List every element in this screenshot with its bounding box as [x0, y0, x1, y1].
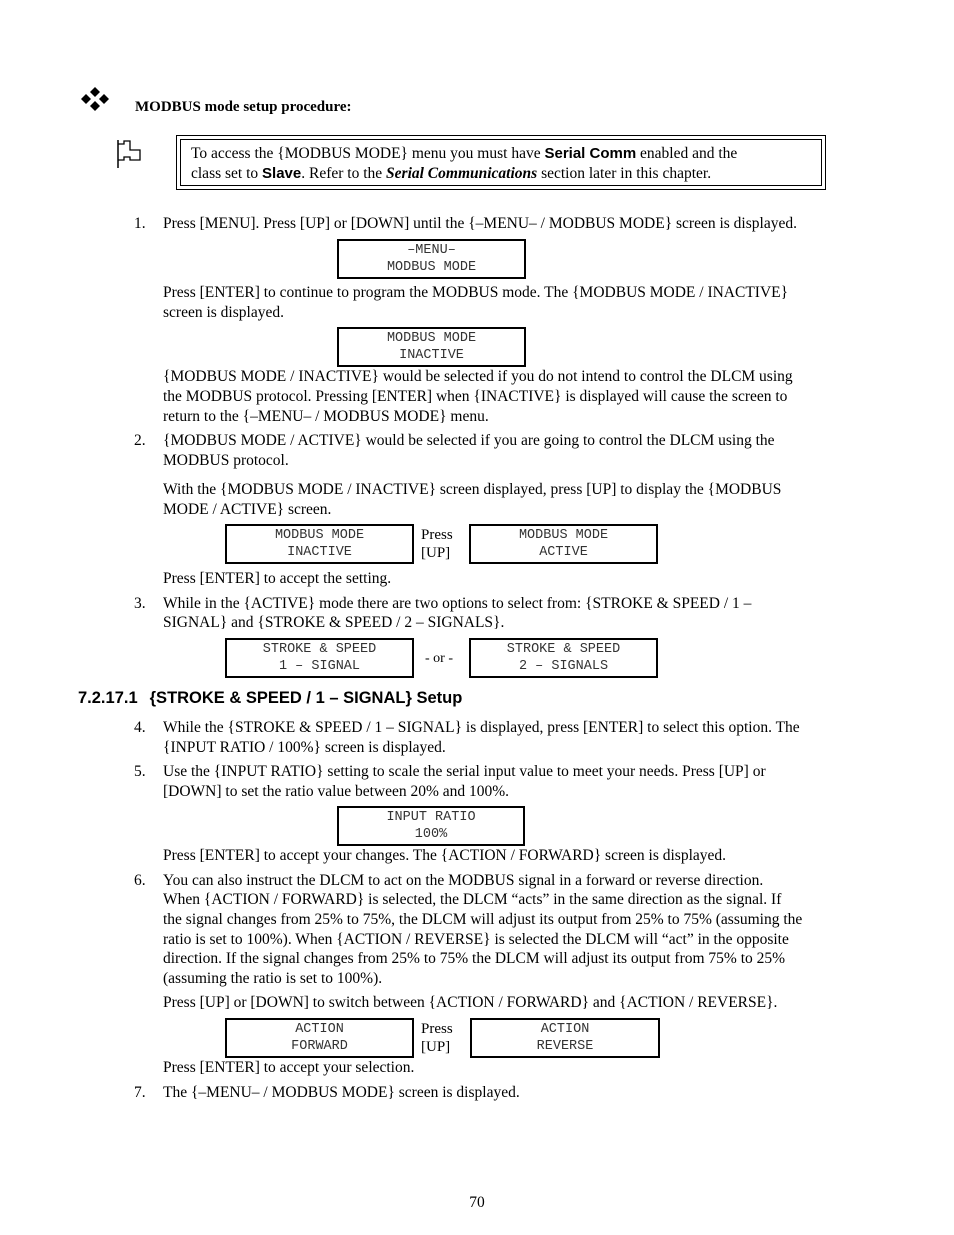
diamond-bullet-icon: [80, 86, 110, 112]
lcd-stroke-speed-1-signal: STROKE & SPEED 1 – SIGNAL: [225, 638, 414, 678]
step-number: 4.: [134, 719, 146, 736]
note-line-1: To access the {MODBUS MODE} menu you must have Serial Comm enabled and the: [191, 145, 738, 162]
step-number: 6.: [134, 872, 146, 889]
step-6-line: direction. If the signal changes from 25% to 75% the DLCM will adjust its output from 75% to 25%: [163, 950, 786, 967]
lcd-menu-modbus-mode: –MENU– MODBUS MODE: [337, 239, 526, 279]
flag-icon: [114, 138, 144, 170]
step-number: 5.: [134, 763, 146, 780]
step-6-line: You can also instruct the DLCM to act on the MODBUS signal in a forward or reverse direction.: [163, 872, 764, 889]
step-3-line-2: SIGNAL} and {STROKE & SPEED / 2 – SIGNALS}.: [163, 614, 505, 631]
paragraph-line: MODE / ACTIVE} screen.: [163, 501, 332, 518]
step-6-line: the signal changes from 25% to 75%, the DLCM will adjust its output from 25% to 75% (assuming the: [163, 911, 803, 928]
section-title: {STROKE & SPEED / 1 – SIGNAL} Setup: [149, 689, 463, 707]
serial-comm-term: Serial Comm: [544, 145, 637, 162]
step-6-line: When {ACTION / FORWARD} is selected, the DLCM “acts” in the same direction as the signal. If: [163, 891, 782, 908]
paragraph-line: Press [ENTER] to accept your changes. The {ACTION / FORWARD} screen is displayed.: [163, 847, 727, 864]
step-1-text: Press [MENU]. Press [UP] or [DOWN] until the {–MENU– / MODBUS MODE} screen is displayed.: [163, 215, 797, 232]
page-number: 70: [469, 1194, 485, 1211]
lcd-modbus-inactive: MODBUS MODE INACTIVE: [337, 327, 526, 367]
step-3-line-1: While in the {ACTIVE} mode there are two options to select from: {STROKE & SPEED / 1 –: [163, 595, 752, 612]
paragraph-line: Press [UP] or [DOWN] to switch between {ACTION / FORWARD} and {ACTION / REVERSE}.: [163, 994, 778, 1011]
press-up-label: Press [UP]: [421, 527, 453, 561]
lcd-action-reverse: ACTION REVERSE: [470, 1018, 660, 1058]
lcd-modbus-inactive: MODBUS MODE INACTIVE: [225, 524, 414, 564]
serial-communications-ref: Serial Communications: [386, 165, 538, 182]
step-number: 2.: [134, 432, 146, 449]
paragraph-line: Press [ENTER] to continue to program the MODBUS mode. The {MODBUS MODE / INACTIVE}: [163, 284, 789, 301]
step-6-line: (assuming the ratio is set to 100%).: [163, 970, 383, 987]
step-4-line-1: While the {STROKE & SPEED / 1 – SIGNAL} is displayed, press [ENTER] to select this option. The: [163, 719, 800, 736]
step-4-line-2: {INPUT RATIO / 100%} screen is displayed.: [163, 739, 446, 756]
slave-term: Slave: [262, 165, 302, 182]
or-separator: - or -: [425, 651, 453, 666]
step-7-text: The {–MENU– / MODBUS MODE} screen is displayed.: [163, 1084, 520, 1101]
paragraph-line: screen is displayed.: [163, 304, 284, 321]
paragraph-line: the MODBUS protocol. Pressing [ENTER] when {INACTIVE} is displayed will cause the screen to: [163, 388, 788, 405]
lcd-stroke-speed-2-signals: STROKE & SPEED 2 – SIGNALS: [469, 638, 658, 678]
step-6-line: ratio is set to 100%). When {ACTION / REVERSE} is selected the DLCM will “act” in the opposite: [163, 931, 789, 948]
step-5-line-2: [DOWN] to set the ratio value between 20% and 100%.: [163, 783, 510, 800]
lcd-input-ratio: INPUT RATIO 100%: [337, 806, 525, 846]
paragraph-line: Press [ENTER] to accept your selection.: [163, 1059, 415, 1076]
step-number: 1.: [134, 215, 146, 232]
step-5-line-1: Use the {INPUT RATIO} setting to scale the serial input value to meet your needs. Press [UP] or: [163, 763, 766, 780]
section-number: 7.2.17.1: [78, 689, 138, 707]
note-line-2: class set to Slave. Refer to the Serial Communications section later in this chapter.: [191, 165, 712, 182]
lcd-action-forward: ACTION FORWARD: [225, 1018, 414, 1058]
paragraph-line: {MODBUS MODE / INACTIVE} would be selected if you do not intend to control the DLCM using: [163, 368, 793, 385]
step-2-line-2: MODBUS protocol.: [163, 452, 289, 469]
paragraph-line: return to the {–MENU– / MODBUS MODE} menu.: [163, 408, 489, 425]
step-number: 3.: [134, 595, 146, 612]
step-number: 7.: [134, 1084, 146, 1101]
paragraph-line: With the {MODBUS MODE / INACTIVE} screen displayed, press [UP] to display the {MODBUS: [163, 481, 782, 498]
step-2-line-1: {MODBUS MODE / ACTIVE} would be selected if you are going to control the DLCM using the: [163, 432, 775, 449]
procedure-heading: MODBUS mode setup procedure:: [135, 99, 352, 115]
section-heading: [78, 688, 462, 708]
paragraph-line: Press [ENTER] to accept the setting.: [163, 570, 392, 587]
press-up-label: Press [UP]: [421, 1021, 453, 1055]
lcd-modbus-active: MODBUS MODE ACTIVE: [469, 524, 658, 564]
